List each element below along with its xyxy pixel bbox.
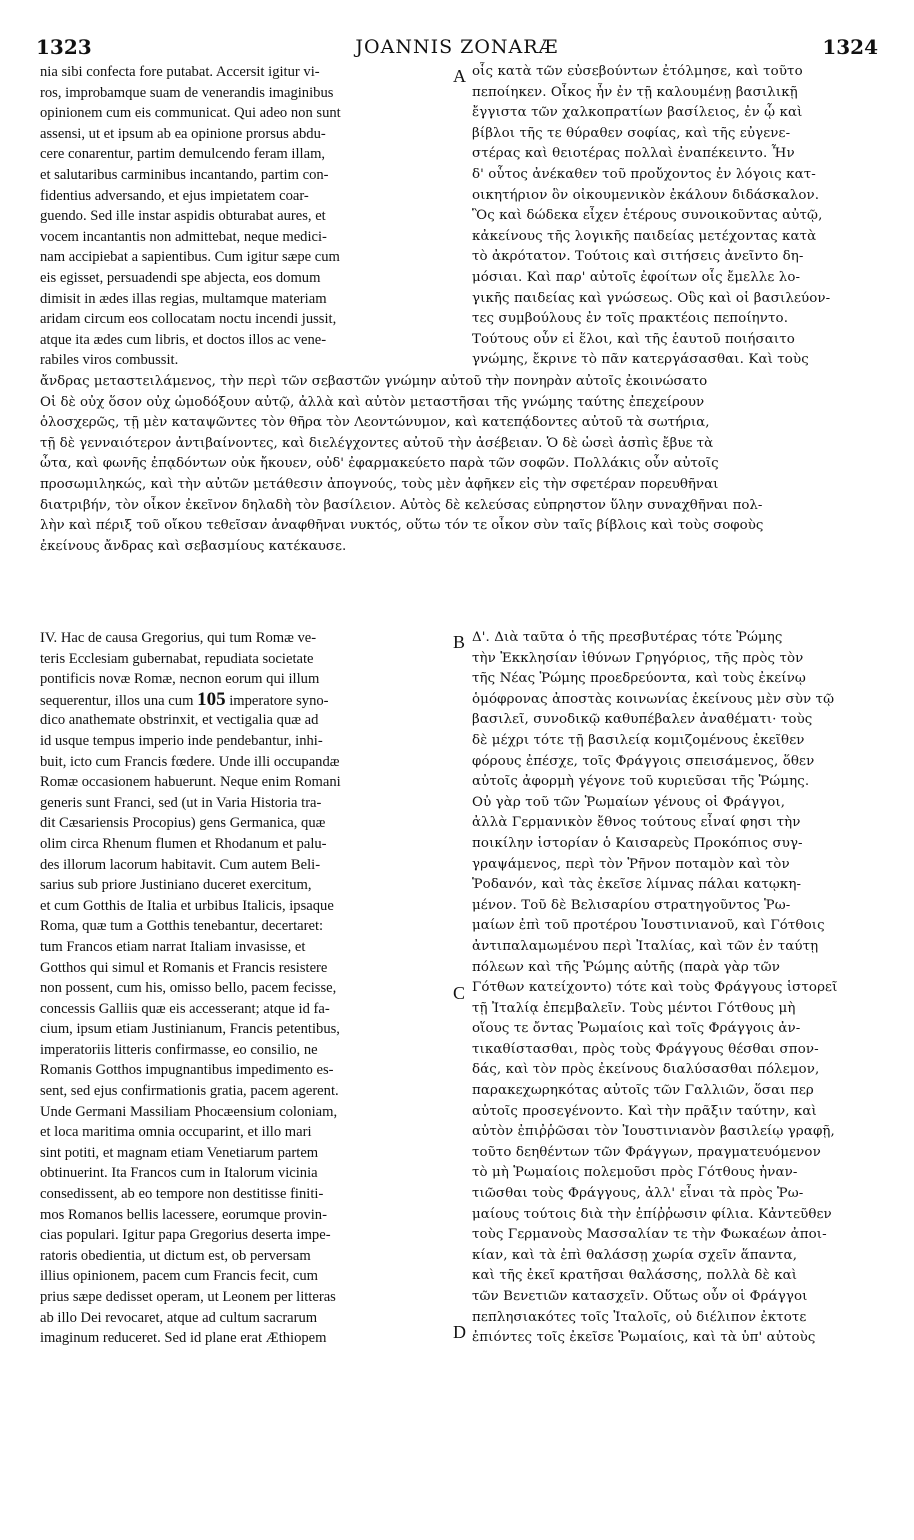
text-line: γραψάμενος, περὶ τὸν Ῥῆνον ποταμὸν καὶ τὸν bbox=[472, 856, 790, 872]
text-line: τὴν Ἐκκλησίαν ἰθύνων Γρηγόριος, τῆς πρὸς τὸν bbox=[472, 650, 804, 666]
text-line: buit, icto cum Francis fœdere. Unde illi occupandæ bbox=[40, 753, 340, 770]
text-line: ἐκείνους ἄνδρας καὶ σεβασμίους κατέκαυσε. bbox=[40, 538, 347, 554]
text-line: μένον. Τοῦ δὲ Βελισαρίου στρατηγοῦντος Ῥω- bbox=[472, 897, 791, 913]
text-line: aridam circum eos collocatam noctu incendi jussit, bbox=[40, 311, 337, 328]
text-line: ὁμόφρονας ἀποστὰς κοινωνίας ἐκείνους μὲν σὺν τῷ bbox=[472, 691, 835, 707]
text-line: et loca maritima omnia occuparint, et illo mari bbox=[40, 1124, 312, 1141]
latin-column-top bbox=[40, 62, 452, 371]
text-line: atque ita ædes cum libris, et doctos illos ac vene- bbox=[40, 331, 327, 348]
text-line: Γότθων κατείχοντο) τότε καὶ τοὺς Φράγγους ἱστορεῖ bbox=[472, 980, 838, 996]
text-line: τοὺς Γερμανοὺς Μασσαλίαν τε τὴν Φωκαέων ἀποι- bbox=[472, 1227, 827, 1243]
text-line: πεποίηκεν. Οἶκος ἦν ἐν τῇ καλουμένῃ βασιλικῇ bbox=[472, 84, 798, 100]
text-line: τοῦτο δεηθέντων τῶν Φράγγων, πραγματευόμενον bbox=[472, 1144, 821, 1160]
text-line: cium, ipsum etiam Justinianum, Francis petentibus, bbox=[40, 1021, 340, 1038]
section-marker-a: A bbox=[453, 66, 466, 86]
text-line: μόσιαι. Καὶ παρ' αὐτοῖς ἐφοίτων οἷς ἔμελλε λο- bbox=[472, 269, 801, 285]
text-line: olim circa Rhenum flumen et Rhodanum et palu- bbox=[40, 835, 327, 852]
running-header bbox=[28, 34, 886, 60]
text-line: vocem incantantis non admittebat, neque medici- bbox=[40, 228, 327, 245]
text-line: ros, improbamque suam de venerandis imaginibus bbox=[40, 84, 334, 101]
text-line: τες συμβούλους ἐν τοῖς πρακτέοις πεποίηντο. bbox=[472, 311, 789, 327]
text-line bbox=[40, 690, 452, 711]
text-line: τὸ μὴ Ῥωμαίοις πολεμοῦσι πρὸς Γότθους ἠναν- bbox=[472, 1165, 798, 1181]
text-line: nia sibi confecta fore putabat. Accersit igitur vi- bbox=[40, 64, 320, 80]
text-line: ratoris obedientia, ut dictum est, ob perversam bbox=[40, 1247, 311, 1264]
text-line: φόρους ἐπέσχε, τοῖς Φράγγοις σπεισάμενος, ὅθεν bbox=[472, 753, 815, 769]
text-line: ἀλλὰ Γερμανικὸν ἔθνος τούτους εἶναί φησι τὴν bbox=[472, 815, 801, 831]
text-line: δάς, καὶ τὸν πρὸς ἐκείνους διαλύσασθαι πόλεμον, bbox=[472, 1062, 820, 1078]
text-line: dico anathemate obstrinxit, et vectigalia quæ ad bbox=[40, 712, 319, 729]
text-line: γνώμης, ἔκρινε τὸ πᾶν κατεργάσασθαι. Καὶ τοὺς bbox=[472, 352, 809, 368]
text-line: Ὃς καὶ δώδεκα εἶχεν ἑτέρους συνοικοῦντας αὐτῷ, bbox=[472, 208, 823, 224]
text-line: Gotthos qui simul et Romanis et Francis resistere bbox=[40, 959, 328, 976]
text-line: generis sunt Franci, sed (ut in Varia Historia tra- bbox=[40, 794, 322, 811]
greek-column-top bbox=[472, 62, 880, 371]
text-line: δ' οὗτος ἀνέκαθεν τοῦ προὔχοντος ἐν λόγοις κατ- bbox=[472, 166, 816, 182]
text-line: fidentius adversando, et ejus impietatem coar- bbox=[40, 187, 309, 204]
text-line: rabiles viros combussit. bbox=[40, 352, 179, 369]
text-line: τὸ ἀκρότατον. Τούτοις καὶ σιτήσεις ἀνεῖντο δη- bbox=[472, 249, 804, 265]
text-line: eis egisset, persuadendi spe abjecta, eos domum bbox=[40, 269, 321, 286]
text-line: οἵους τε ὄντας Ῥωμαίοις καὶ τοῖς Φράγγοις ἀν- bbox=[472, 1021, 801, 1037]
text-line: teris Ecclesiam gubernabat, repudiata societate bbox=[40, 650, 314, 667]
text-line: des illorum lacorum habitavit. Cum autem Beli- bbox=[40, 856, 321, 873]
text-line: Δ'. Διὰ ταῦτα ὁ τῆς πρεσβυτέρας τότε Ῥώμης bbox=[472, 630, 783, 645]
section-marker-d: D bbox=[453, 1322, 466, 1342]
text-line: τῆς Νέας Ῥώμης προεδρεύοντα, καὶ τοὺς ἐκείνῳ bbox=[472, 671, 806, 687]
greek-full-width-passage bbox=[40, 372, 878, 557]
text-line: ἐπιόντες τοῖς ἐκεῖσε Ῥωμαίοις, καὶ τὰ ὑπ' αὐτοὺς bbox=[472, 1330, 816, 1346]
text-line: Unde Germani Massiliam Phocæensium coloniam, bbox=[40, 1103, 338, 1120]
right-page-number: 1324 bbox=[822, 35, 878, 59]
greek-column-bottom bbox=[472, 628, 880, 1349]
text-line: ποικίλην ἱστορίαν ὁ Καισαρεὺς Προκόπιος συγ- bbox=[472, 835, 803, 851]
text-line: κίαν, καὶ τὰ ἐπὶ θαλάσσῃ χωρία σχεῖν ἅπαντα, bbox=[472, 1247, 798, 1263]
folio-number: 105 bbox=[197, 689, 226, 710]
text-line: illius opinionem, pacem cum Francis fecit, cum bbox=[40, 1268, 319, 1285]
text-line: αὐτοῖς ἀφορμὴ γέγονε τοῦ κυριεῦσαι τῆς Ῥώμης. bbox=[472, 774, 810, 790]
text-line: prius sæpe dedisset operam, ut Leonem per litteras bbox=[40, 1289, 336, 1305]
text-line: non possent, cum his, omisso bello, pacem fecisse, bbox=[40, 980, 337, 997]
text-line: Romæ occasionem habuerunt. Neque enim Romani bbox=[40, 774, 341, 791]
text-line: opinionem cum eis communicat. Qui adeo non sunt bbox=[40, 105, 341, 122]
text-line: sint potiti, et magnam etiam Venetiarum partem bbox=[40, 1144, 319, 1161]
text-line: assensi, ut et ipsum ab ea opinione prorsus abdu- bbox=[40, 125, 326, 142]
running-title: JOANNIS ZONARÆ bbox=[355, 36, 559, 58]
text-line: οικητήριον ὃν οἰκουμενικὸν ἐκάλουν διδάσκαλον. bbox=[472, 187, 820, 203]
text-line: ἔγγιστα τῶν χαλκοπρατίων βασίλειος, ἐν ᾧ καὶ bbox=[472, 105, 803, 121]
text-line: καὶ τῆς ἐκεῖ κρατῆσαι θαλάσσης, πολλὰ δὲ καὶ bbox=[472, 1268, 798, 1284]
text-line: dimisit in ædes illas regias, multamque materiam bbox=[40, 290, 327, 307]
text-line: τῶν Βενετιῶν κατασχεῖν. Οὕτως οὖν οἱ Φράγγοι bbox=[472, 1289, 808, 1304]
text-line: concessis Galliis quæ eis accesserant; atque id fa- bbox=[40, 1000, 330, 1017]
text-line: βίβλοι τῆς τε θύραθεν σοφίας, καὶ τῆς εὐγενε- bbox=[472, 125, 791, 141]
text-line: τιῶσθαι τοὺς Φράγγους, ἀλλ' εἶναι τὰ πρὸς Ῥω- bbox=[472, 1186, 804, 1202]
text-line: βασιλεῖ, συνοδικῷ καθυπέβαλεν ἀναθέματι· τοὺς bbox=[472, 712, 813, 728]
text-line: τικαθίστασθαι, πρὸς τοὺς Φράγγους θέσθαι σπον- bbox=[472, 1041, 819, 1057]
text-line: ἀντιπαλαμωμένου περὶ Ἰταλίας, καὶ τῶν ἐν ταύτῃ bbox=[472, 938, 819, 954]
text-line: τῇ Ἰταλίᾳ ἐπεμβαλεῖν. Τοὺς μέντοι Γότθους μὴ bbox=[472, 1000, 796, 1016]
text-line: Οἱ δὲ οὐχ ὅσον οὐχ ὡμοδόξουν αὐτῷ, ἀλλὰ καὶ αὐτὸν μεταστῆσαι τῆς γνώμης ταύτης ἐπεχείρουν bbox=[40, 394, 705, 410]
text-line: διατριβήν, τὸν οἶκον ἐκεῖνον δηλαδὴ τὸν βασίλειον. Αὐτὸς δὲ κελεύσας εὐπρηστον ὕλην συναχθῆναι πολ- bbox=[40, 497, 763, 513]
text-line: guendo. Sed ille instar aspidis obturabat aures, et bbox=[40, 208, 326, 225]
text-line: dit Cæsariensis Procopius) gens Germanica, quæ bbox=[40, 815, 326, 832]
text-line: δὲ μέχρι τότε τῇ βασιλείᾳ κομιζομένους ἐκεῖθεν bbox=[472, 732, 805, 748]
text-line: Romanis Gotthos impugnantibus impedimento es- bbox=[40, 1062, 334, 1079]
text-line: μαίους τούτοις διὰ τὴν ἐπίῤῥωσιν φίλια. Κἀντεῦθεν bbox=[472, 1206, 832, 1222]
text-line: Ῥοδανόν, καὶ τὰς ἐκεῖσε λίμνας πάλαι κατῳκη- bbox=[472, 877, 802, 893]
text-line: μαίων ἐπὶ τοῦ προτέρου Ἰουστινιανοῦ, καὶ Γότθοις bbox=[472, 918, 825, 934]
text-line: οἷς κατὰ τῶν εὐσεβούντων ἐτόλμησε, καὶ τοῦτο bbox=[472, 64, 803, 79]
text-line: Οὐ γὰρ τοῦ τῶν Ῥωμαίων γένους οἱ Φράγγοι, bbox=[472, 794, 786, 810]
section-marker-c: C bbox=[453, 983, 466, 1003]
text-line: ab illo Dei revocaret, atque ad cultum sacrarum bbox=[40, 1309, 318, 1326]
text-line: et cum Gotthis de Italia et urbibus Italicis, ipsaque bbox=[40, 897, 334, 914]
text-line: λὴν καὶ πέριξ τοῦ οἴκου τεθεῖσαν ἀναφθῆναι νυκτός, οὕτω τόν τε οἶκον σὺν ταῖς βίβλοις καὶ τοὺς σοφοὺς bbox=[40, 518, 764, 534]
text-line: παρακεχωρηκότας αὐτοῖς τῶν Γαλλιῶν, ὅσαι περ bbox=[472, 1083, 814, 1099]
text-line: nam accipiebat a sapientibus. Cum igitur sæpe cum bbox=[40, 249, 340, 266]
section-marker-b: B bbox=[453, 632, 466, 652]
text-line: IV. Hac de causa Gregorius, qui tum Romæ ve- bbox=[40, 630, 317, 646]
text-line: ὁλοσχερῶς, τῇ μὲν καταψῶντες τὸν θῆρα τὸν Λεοντώνυμον, καὶ κατεπᾴδοντες αὐτοῦ τὰ σωτήρια, bbox=[40, 415, 710, 431]
text-line: αὐτὸν ἐπιῤῥῶσαι τὸν Ἰουστινιανὸν βασιλείῳ γραφῇ, bbox=[472, 1124, 835, 1140]
left-page-number: 1323 bbox=[36, 35, 92, 59]
text-line-end: imperatore syno- bbox=[229, 692, 329, 709]
latin-column-bottom bbox=[40, 628, 452, 1349]
text-line: pontificis novæ Romæ, necnon eorum qui illum bbox=[40, 671, 320, 688]
text-line: Roma, quæ tum a Gotthis tenebantur, decertaret: bbox=[40, 918, 324, 935]
text-line: πεπλησιακότες τοῖς Ἰταλοῖς, οὐ διέλιπον ἐκτοτε bbox=[472, 1309, 807, 1325]
text-line: sent, sed ejus confirmationis gratia, pacem agerent. bbox=[40, 1083, 339, 1100]
text-line: id usque tempus imperio inde pendebantur, inhi- bbox=[40, 732, 323, 749]
text-line: προσωμιληκώς, καὶ τὴν αὐτῶν μετάθεσιν ἀπογνούς, τοὺς μὲν ἀφῆκεν εἰς τὴν σφετέραν πορευθῆναι bbox=[40, 476, 719, 492]
text-line: Τούτους οὖν εἰ ἕλοι, καὶ τῆς ἑαυτοῦ ποιήσαιτο bbox=[472, 331, 795, 347]
text-line: consedissent, ab eo tempore non destitisse finiti- bbox=[40, 1186, 324, 1203]
text-line: αὐτοῖς προσεγένοντο. Καὶ τὴν πρᾶξιν ταύτην, καὶ bbox=[472, 1103, 817, 1119]
text-line: imaginum reduceret. Sed id plane erat Æthiopem bbox=[40, 1330, 327, 1347]
text-line: et salutaribus carminibus incantando, partim con- bbox=[40, 166, 329, 183]
text-line: obtinuerint. Ita Francos cum in Italorum vicinia bbox=[40, 1165, 318, 1182]
text-line: πόλεων καὶ τῆς Ῥώμης αὐτῆς (παρὰ γὰρ τῶν bbox=[472, 959, 780, 975]
text-line: cere conarentur, partim demulcendo feram illam, bbox=[40, 146, 326, 163]
text-line: γικῆς παιδείας καὶ γνώσεως. Οὓς καὶ οἱ βασιλεύον- bbox=[472, 290, 831, 306]
text-line: τῇ δὲ γενναιότερον ἀντιβαίνοντες, καὶ διελέγχοντες αὐτοῦ τὴν ἀσέβειαν. Ὁ δὲ ὡσεὶ ἀσπὶς ἔβυε τὰ bbox=[40, 435, 714, 451]
text-line: στέρας καὶ θειοτέρας πολλαὶ ἐναπέκειντο. Ἦν bbox=[472, 146, 795, 162]
text-line: ὦτα, καὶ φωνῆς ἐπᾳδόντων οὐκ ἤκουεν, οὐδ' ἐφαρμακεύετο παρὰ τῶν σοφῶν. Πολλάκις οὖν αὐτοῖς bbox=[40, 456, 719, 472]
text-line: imperatoriis litteris confirmasse, eo consilio, ne bbox=[40, 1041, 318, 1058]
text-line: sarius sub priore Justiniano duceret exercitum, bbox=[40, 877, 312, 894]
text-line: cias populari. Igitur papa Gregorius deserta impe- bbox=[40, 1227, 331, 1244]
text-line: mos Romanos bellis lacessere, eorumque provin- bbox=[40, 1206, 327, 1223]
text-line: κἀκείνους τῆς λογικῆς παιδείας μετέχοντας κατὰ bbox=[472, 228, 817, 244]
text-line: ἄνδρας μεταστειλάμενος, τὴν περὶ τῶν σεβαστῶν γνώμην αὐτοῦ τὴν πονηρὰν αὐτοῖς ἐκοινώσατο bbox=[40, 374, 708, 389]
text-line-start: sequerentur, illos una cum bbox=[40, 692, 194, 709]
text-line: tum Francos etiam narrat Italiam invasisse, et bbox=[40, 938, 306, 955]
